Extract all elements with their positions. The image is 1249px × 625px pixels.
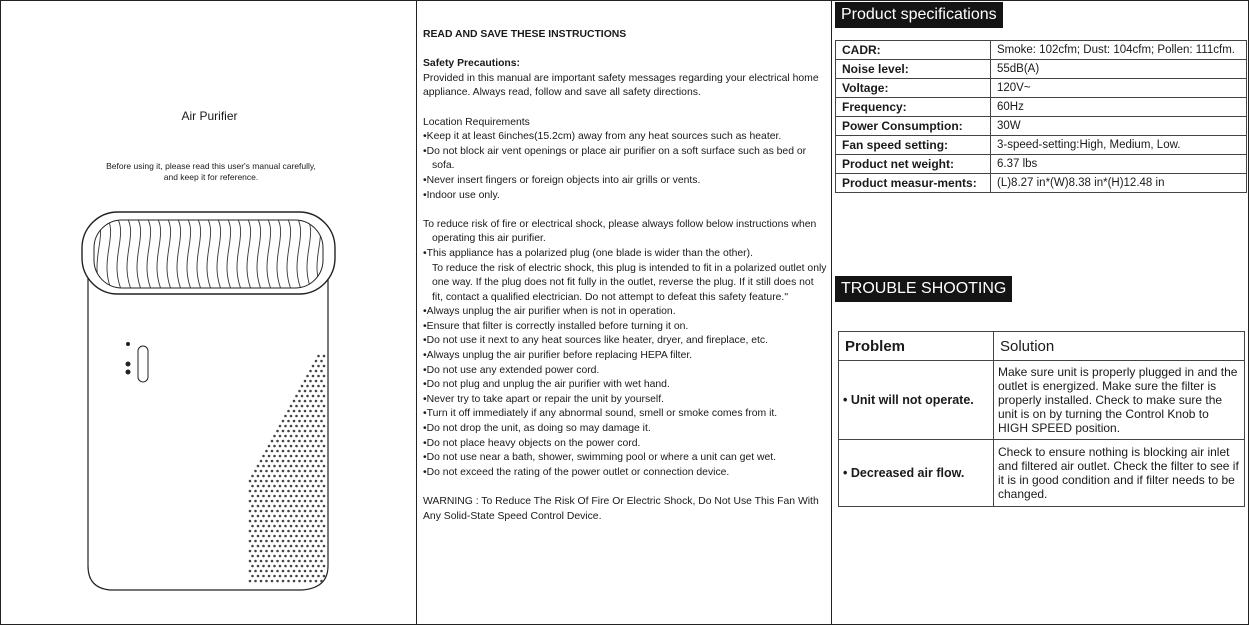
spec-label: Fan speed setting:: [836, 136, 991, 155]
fire-intro: To reduce risk of fire or electrical shock, please always follow below instructions when operating this air purifier.: [423, 218, 817, 245]
cover-title: Air Purifier: [181, 109, 238, 123]
table-row: [836, 174, 1247, 193]
spec-label: Frequency:: [836, 98, 991, 117]
instructions-heading: READ AND SAVE THESE INSTRUCTIONS: [423, 29, 627, 40]
spec-value: 60Hz: [991, 98, 1247, 117]
solution-column-header: Solution: [994, 332, 1245, 361]
safety-heading: Safety Precautions:: [423, 58, 521, 70]
instructions-text: [423, 28, 827, 524]
table-row: [836, 155, 1247, 174]
spec-value: 55dB(A): [991, 60, 1247, 79]
specs-table: [835, 40, 1247, 193]
spec-label: Noise level:: [836, 60, 991, 79]
plug-item: • This appliance has a polarized plug (one blade is wider than the other).: [423, 247, 827, 262]
list-item: • Always unplug the air purifier before replacing HEPA filter.: [423, 349, 827, 364]
solution-cell: Check to ensure nothing is blocking air inlet and filtered air outlet. Check the filter to see if it is in good condition and if filter needs to be changed.: [994, 440, 1245, 507]
indicator-dot-icon: [126, 342, 130, 346]
control-knob: [138, 346, 148, 382]
list-item: • Do not use any extended power cord.: [423, 364, 827, 379]
list-item: • Ensure that filter is correctly installed before turning it on.: [423, 320, 827, 335]
warning-text: WARNING : To Reduce The Risk Of Fire Or Electric Shock, Do Not Use This Fan With Any Solid-State Speed Control Device.: [423, 496, 819, 522]
spec-value: 30W: [991, 117, 1247, 136]
list-item: • Keep it at least 6inches(15.2cm) away from any heat sources such as heater.: [423, 130, 827, 145]
table-row: [836, 79, 1247, 98]
table-header-row: [839, 332, 1245, 361]
table-row: [839, 361, 1245, 440]
location-list: [423, 130, 827, 203]
instructions-panel: [416, 0, 832, 625]
list-item: • Do not use it next to any heat sources like heater, dryer, and fireplace, etc.: [423, 334, 827, 349]
list-item: • Always unplug the air purifier when is not in operation.: [423, 305, 827, 320]
list-item: • Never try to take apart or repair the unit by yourself.: [423, 393, 827, 408]
location-heading: Location Requirements: [423, 116, 530, 128]
spec-value: 6.37 lbs: [991, 155, 1247, 174]
spec-label: Voltage:: [836, 79, 991, 98]
specs-panel: [831, 0, 1249, 625]
problem-cell: • Unit will not operate.: [839, 361, 994, 440]
spec-label: Power Consumption:: [836, 117, 991, 136]
list-item: • Do not drop the unit, as doing so may damage it.: [423, 422, 827, 437]
list-item: • Do not plug and unplug the air purifier with wet hand.: [423, 378, 827, 393]
problem-cell: • Decreased air flow.: [839, 440, 994, 507]
plug-detail: To reduce the risk of electric shock, this plug is intended to fit in a polarized outlet only one way. If the plug does not fit fully in the outlet, reverse the plug. If it still does not fit, contact a qualified electrician. Do not attempt to defeat this safety feature.": [432, 262, 827, 303]
solution-cell: Make sure unit is properly plugged in and the outlet is energized. Make sure the filter is properly installed. Check to make sure the unit is on by turning the Control Knob to HIGH SPEED position.: [994, 361, 1245, 440]
problem-column-header: Problem: [839, 332, 994, 361]
troubleshooting-heading: TROUBLE SHOOTING: [835, 276, 1012, 302]
table-row: [839, 440, 1245, 507]
spec-value: 120V~: [991, 79, 1247, 98]
table-row: [836, 60, 1247, 79]
cover-note-line-2: and keep it for reference.: [163, 172, 259, 182]
list-item: • Never insert fingers or foreign objects into air grills or vents.: [423, 174, 827, 189]
spec-value: (L)8.27 in*(W)8.38 in*(H)12.48 in: [991, 174, 1247, 193]
table-row: [836, 41, 1247, 60]
spec-value: Smoke: 102cfm; Dust: 104cfm; Pollen: 111cfm.: [991, 41, 1247, 60]
spec-value: 3-speed-setting:High, Medium, Low.: [991, 136, 1247, 155]
spec-label: Product measur-ments:: [836, 174, 991, 193]
rules-list: [423, 247, 827, 481]
list-item: • Indoor use only.: [423, 189, 827, 204]
spec-label: Product net weight:: [836, 155, 991, 174]
table-row: [836, 117, 1247, 136]
table-row: [836, 136, 1247, 155]
list-item: • Do not use near a bath, shower, swimming pool or where a unit can get wet.: [423, 451, 827, 466]
list-item: • Turn it off immediately if any abnormal sound, smell or smoke comes from it.: [423, 407, 827, 422]
troubleshooting-table: [838, 331, 1245, 507]
safety-intro: Provided in this manual are important safety messages regarding your electrical home appliance. Always read, follow and save all safety directions.: [423, 72, 819, 99]
cover-note-line-1: Before using it, please read this user's manual carefully,: [106, 161, 316, 171]
list-item: • Do not place heavy objects on the power cord.: [423, 437, 827, 452]
cover-panel: [0, 0, 417, 625]
air-purifier-illustration: [76, 206, 341, 611]
cover-note: [81, 161, 341, 183]
specs-heading: Product specifications: [835, 2, 1003, 28]
spec-label: CADR:: [836, 41, 991, 60]
list-item: • Do not block air vent openings or place air purifier on a soft surface such as bed or sofa.: [423, 145, 827, 174]
table-row: [836, 98, 1247, 117]
list-item: • Do not exceed the rating of the power outlet or connection device.: [423, 466, 827, 481]
